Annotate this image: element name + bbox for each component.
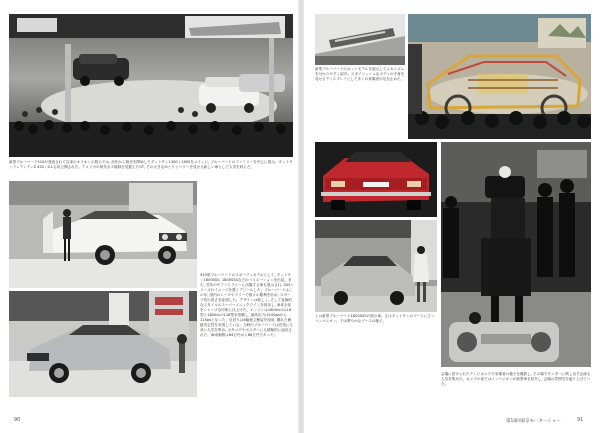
running-head: 第14回東京モーターショー — [506, 419, 561, 424]
tv-camera-crew-photo — [441, 142, 591, 367]
right-page-number: 91 — [577, 417, 584, 423]
caption-bottom-right: 会場に設けられたテレビカメラで来場者の様子を撮影し, その場でモニターに映し出す企画も人気を集めた。カメラの前ではコンパニオンが新型車を紹介し, 会場の雰囲気を盛り上げていた。 — [441, 372, 591, 386]
caption-top-left: 新型ブルーバード510が発表されて以来のオリオンの展示では, 前年から販売を開始したダットサン1300 / 1600をメインに, ブルーバードのファミリーを中心に展示。ダットサンフェアレディZ 432 / Z-Lも初公開された。アメリカの排気ガス規制を見据えたGT, その大きなゆとりとパワーを見せる新しい車として人気を呼んだ。 — [9, 160, 293, 169]
page-gutter — [298, 0, 304, 433]
caption-bottom-right-left: 上は新型ブルーバード1600SSSの展示車。左はダットサンのブースに立つコンパニオン。下は華やかなブースの様子。 — [315, 314, 435, 323]
left-page-number: 90 — [14, 417, 21, 423]
silver-sedan-booth-photo — [9, 291, 197, 397]
white-sedan-companion-photo — [9, 181, 197, 288]
booth-companion-photo — [315, 220, 437, 312]
cutaway-display-photo — [408, 14, 591, 139]
showroom-overview-photo — [9, 14, 293, 157]
emblem-closeup-photo — [315, 14, 405, 65]
caption-middle-left: 510型ブルーバードのスポーティモデルとして, ダットサン1600SSS, 1800SSSなどのバリエーションを出品。また, 翌年のサファリラリーに出場する車も展示され, SSSシリーズのイメージを強くアピールした。ブルーバードはこの年, 国内のレースやラリーで数々の勝利を収め, スポーツ性の高さを証明した。デザインは新しく, そして直線的なスタイルのスーパーソニックラインを採用し, 車体全体をシャープな印象に仕上げた。エンジンは1600ccのL16型と1800ccのL18型を搭載し, 最高出力は100psから115psとなった。足回りは4輪独立懸架を採用, 優れた操縦安定性を実現している。当時のブルーバードは若者にも高い人気を集め, カタログやポスターにも積極的に起用された。車両価格は64万円から86万円であった。 — [200, 273, 294, 337]
red-sedan-photo — [315, 142, 437, 217]
caption-top-right: 新型ブルーバードのカットモデルを展示してメカニズムを分かりやすく紹介。スタイリッシュなボディの中身を見せるディスプレイとして多くの来場者が足を止めた。 — [315, 67, 405, 81]
